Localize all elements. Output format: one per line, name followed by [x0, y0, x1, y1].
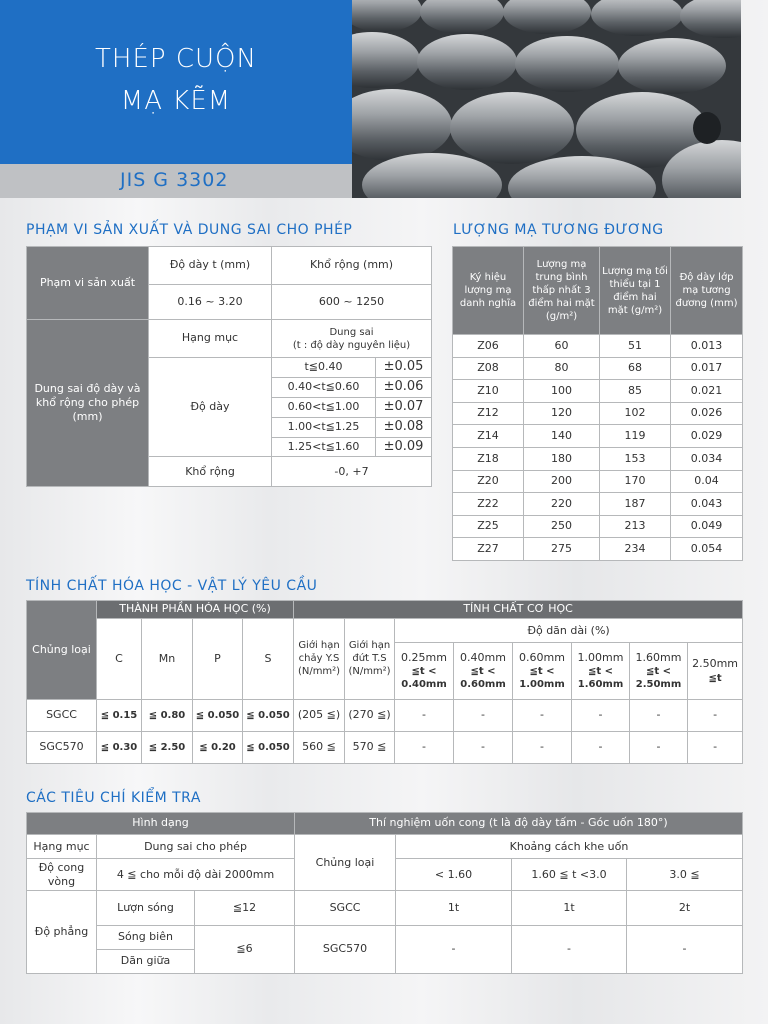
section-title-test: CÁC TIÊU CHÍ KIỂM TRA [26, 790, 201, 806]
wave-value: ≦12 [195, 891, 295, 925]
value-c: ≦ 0.15 [97, 699, 142, 731]
coating-symbol: Z22 [453, 493, 524, 516]
coating-min: 102 [600, 402, 671, 425]
thickness-range-cell: 1.25<t≦1.60 [272, 437, 376, 457]
coating-avg: 120 [524, 402, 600, 425]
coating-thickness: 0.017 [671, 357, 743, 380]
coating-header: Lượng mạ trung bình thấp nhất 3 điểm hai mặt (g/m²) [524, 247, 600, 335]
coating-avg: 200 [524, 470, 600, 493]
thickness-range-cell: t≦0.40 [272, 358, 376, 378]
section-title-range: PHẠM VI SẢN XUẤT VÀ DUNG SAI CHO PHÉP [26, 222, 353, 238]
coil-row-front [352, 89, 741, 198]
width-tolerance: -0, +7 [272, 457, 432, 487]
element-s: S [243, 619, 294, 699]
title-line-1: THÉP CUỘN [95, 44, 257, 74]
thickness-label: Độ dày [149, 358, 272, 457]
coating-avg: 80 [524, 357, 600, 380]
chem-mech-table [26, 600, 743, 764]
range-from: 0.60mm [519, 650, 565, 664]
width-range: 600 ~ 1250 [272, 285, 432, 320]
coating-min: 234 [600, 538, 671, 561]
value-yield: 560 ≦ [294, 731, 345, 763]
coating-min: 187 [600, 493, 671, 516]
test-criteria-table [26, 812, 743, 974]
value-elongation: - [395, 731, 454, 763]
wave-label: Lượn sóng [97, 891, 195, 925]
tensile-strength-header: Giới hạn đứt T.S (N/mm²) [345, 619, 395, 699]
coating-symbol: Z20 [453, 470, 524, 493]
thickness-header: Độ dày t (mm) [149, 247, 272, 285]
item-header: Hạng mục [149, 320, 272, 358]
standard-bar [0, 164, 352, 198]
coating-avg: 180 [524, 447, 600, 470]
value-elongation: - [572, 699, 630, 731]
bend-value: - [396, 925, 512, 973]
coating-avg: 60 [524, 335, 600, 358]
range-tolerance-table [26, 246, 432, 487]
range-to: 0.60mm [460, 679, 506, 691]
value-elongation: - [395, 699, 454, 731]
tolerance-header-line-2: (t : độ dày nguyên liệu) [292, 339, 411, 351]
range-from: 1.60mm [635, 650, 682, 664]
elongation-range [395, 643, 454, 699]
range-to: 1.00mm [519, 679, 565, 691]
coating-symbol: Z27 [453, 538, 524, 561]
thickness-tol-cell: ±0.07 [376, 397, 432, 417]
coating-symbol: Z14 [453, 425, 524, 448]
grade-name: SGCC [295, 891, 396, 925]
edge-wave-label: Sóng biên [97, 925, 195, 949]
coating-thickness: 0.034 [671, 447, 743, 470]
bend-value: 1t [512, 891, 627, 925]
elongation-range [513, 643, 572, 699]
gap-header: Khoảng cách khe uốn [396, 835, 743, 859]
flatness-label: Độ phẳng [27, 891, 97, 974]
thickness-tol-cell: ±0.09 [376, 437, 432, 457]
gap-range: < 1.60 [396, 859, 512, 891]
thickness-range-cell: 0.60<t≦1.00 [272, 397, 376, 417]
thickness-range-cell: 1.00<t≦1.25 [272, 417, 376, 437]
title-line-2: MẠ KẼM [120, 86, 232, 116]
grade-name: SGCC [27, 699, 97, 731]
element-p: P [193, 619, 243, 699]
coating-header: Ký hiệu lượng mạ danh nghĩa [453, 247, 524, 335]
value-elongation: - [513, 731, 572, 763]
scope-label: Phạm vi sản xuất [27, 247, 149, 320]
table-row [453, 335, 743, 358]
range-op: ≦t < [529, 666, 555, 678]
thickness-tol-cell: ±0.08 [376, 417, 432, 437]
width-label: Khổ rộng [149, 457, 272, 487]
table-row [27, 699, 743, 731]
coating-avg: 140 [524, 425, 600, 448]
coating-min: 85 [600, 380, 671, 403]
value-s: ≦ 0.050 [243, 731, 294, 763]
range-to: 1.60mm [577, 679, 624, 691]
table-row [453, 470, 743, 493]
range-from: 2.50mm [692, 657, 739, 671]
coating-thickness: 0.026 [671, 402, 743, 425]
range-op: ≦t < [588, 666, 614, 678]
coating-header: Lượng mạ tối thiểu tại 1 điểm hai mặt (g/m²) [600, 247, 671, 335]
value-tensile: 570 ≦ [345, 731, 395, 763]
table-row [453, 402, 743, 425]
grade-name: SGC570 [27, 731, 97, 763]
element-mn: Mn [142, 619, 193, 699]
coating-avg: 275 [524, 538, 600, 561]
value-s: ≦ 0.050 [243, 699, 294, 731]
bend-value: 1t [396, 891, 512, 925]
bend-test-header: Thí nghiệm uốn cong (t là độ dày tấm - Góc uốn 180°) [295, 813, 743, 835]
edge-wave-value: ≦6 [195, 925, 295, 973]
coating-min: 213 [600, 515, 671, 538]
chem-header: THÀNH PHẦN HÓA HỌC (%) [97, 601, 294, 619]
coating-min: 68 [600, 357, 671, 380]
coating-thickness: 0.04 [671, 470, 743, 493]
value-tensile: (270 ≦) [345, 699, 395, 731]
coating-symbol: Z08 [453, 357, 524, 380]
range-op: ≦t < [646, 666, 672, 678]
value-mn: ≦ 2.50 [142, 731, 193, 763]
value-elongation: - [513, 699, 572, 731]
gap-range: 1.60 ≦ t <3.0 [512, 859, 627, 891]
thickness-tol-cell: ±0.05 [376, 358, 432, 378]
value-mn: ≦ 0.80 [142, 699, 193, 731]
table-row [453, 493, 743, 516]
value-yield: (205 ≦) [294, 699, 345, 731]
gap-range: 3.0 ≦ [627, 859, 743, 891]
coating-thickness: 0.013 [671, 335, 743, 358]
coating-symbol: Z18 [453, 447, 524, 470]
coating-min: 153 [600, 447, 671, 470]
coating-symbol: Z12 [453, 402, 524, 425]
table-row [453, 515, 743, 538]
table-row [453, 380, 743, 403]
coating-thickness: 0.049 [671, 515, 743, 538]
table-row [453, 447, 743, 470]
table-row [453, 425, 743, 448]
coating-thickness: 0.054 [671, 538, 743, 561]
coating-symbol: Z25 [453, 515, 524, 538]
table-row [27, 731, 743, 763]
table-row [453, 357, 743, 380]
coating-table [452, 246, 743, 561]
coating-min: 51 [600, 335, 671, 358]
type-header: Chủng loại [295, 835, 396, 891]
range-from: 0.40mm [460, 650, 506, 664]
yield-strength-header: Giới hạn chảy Y.S (N/mm²) [294, 619, 345, 699]
value-p: ≦ 0.050 [193, 699, 243, 731]
tolerance-header [272, 320, 432, 358]
elongation-range [572, 643, 630, 699]
coating-thickness: 0.043 [671, 493, 743, 516]
width-header: Khổ rộng (mm) [272, 247, 432, 285]
elongation-range [454, 643, 513, 699]
camber-value: 4 ≦ cho mỗi độ dài 2000mm [97, 859, 295, 891]
coating-min: 119 [600, 425, 671, 448]
value-elongation: - [454, 699, 513, 731]
item-header: Hạng mục [27, 835, 97, 859]
value-elongation: - [630, 699, 688, 731]
coating-min: 170 [600, 470, 671, 493]
center-buckle-label: Dãn giữa [97, 949, 195, 973]
tolerance-header-line-1: Dung sai [329, 326, 374, 338]
range-from: 1.00mm [577, 650, 624, 664]
thickness-tol-cell: ±0.06 [376, 377, 432, 397]
title-banner [0, 0, 352, 164]
elongation-range [688, 643, 743, 699]
range-to: 2.50mm [635, 679, 682, 691]
elongation-range [630, 643, 688, 699]
range-from: 0.25mm [401, 650, 447, 664]
standard-code: JIS G 3302 [120, 169, 229, 191]
section-title-coating: LƯỢNG MẠ TƯƠNG ĐƯƠNG [453, 222, 664, 238]
mech-header: TÍNH CHẤT CƠ HỌC [294, 601, 743, 619]
value-elongation: - [688, 731, 743, 763]
value-elongation: - [688, 699, 743, 731]
coating-symbol: Z10 [453, 380, 524, 403]
coating-thickness: 0.029 [671, 425, 743, 448]
coating-avg: 220 [524, 493, 600, 516]
table-row [453, 538, 743, 561]
range-op: ≦t [708, 672, 722, 684]
tolerance-label: Dung sai độ dày và khổ rộng cho phép (mm) [27, 320, 149, 487]
coating-symbol: Z06 [453, 335, 524, 358]
type-label: Chủng loại [27, 601, 97, 700]
steel-coils-photo [352, 0, 741, 198]
bend-value: - [512, 925, 627, 973]
value-p: ≦ 0.20 [193, 731, 243, 763]
element-c: C [97, 619, 142, 699]
value-elongation: - [572, 731, 630, 763]
coating-thickness: 0.021 [671, 380, 743, 403]
grade-name: SGC570 [295, 925, 396, 973]
elongation-header: Độ dãn dài (%) [395, 619, 743, 643]
bend-value: 2t [627, 891, 743, 925]
bend-value: - [627, 925, 743, 973]
coating-header: Độ dày lớp mạ tương đương (mm) [671, 247, 743, 335]
thickness-range-cell: 0.40<t≦0.60 [272, 377, 376, 397]
range-to: 0.40mm [401, 679, 447, 691]
shape-header: Hình dạng [27, 813, 295, 835]
range-op: ≦t < [470, 666, 496, 678]
range-op: ≦t < [411, 666, 437, 678]
thickness-range: 0.16 ~ 3.20 [149, 285, 272, 320]
value-c: ≦ 0.30 [97, 731, 142, 763]
section-title-chem: TÍNH CHẤT HÓA HỌC - VẬT LÝ YÊU CẦU [26, 578, 318, 594]
camber-label: Độ cong vòng [27, 859, 97, 891]
value-elongation: - [630, 731, 688, 763]
coating-avg: 250 [524, 515, 600, 538]
value-elongation: - [454, 731, 513, 763]
coating-avg: 100 [524, 380, 600, 403]
allowance-header: Dung sai cho phép [97, 835, 295, 859]
